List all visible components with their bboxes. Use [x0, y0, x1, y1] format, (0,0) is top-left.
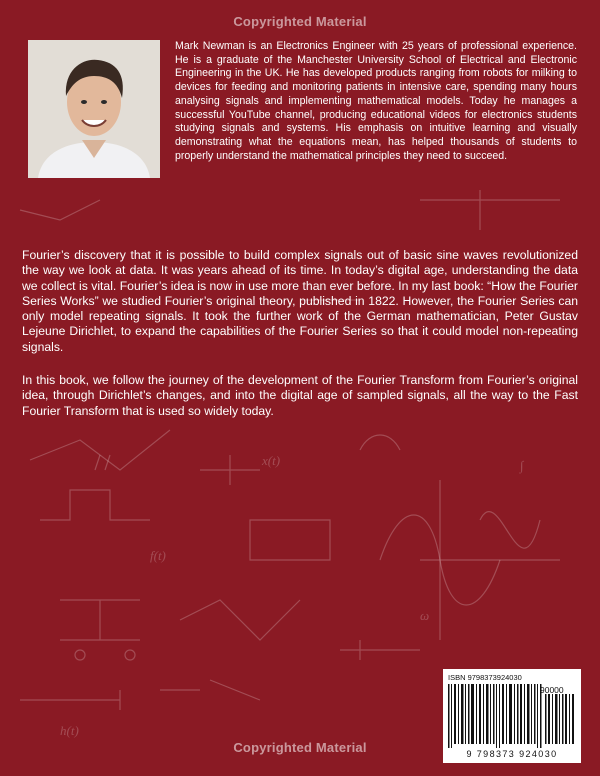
svg-text:f(t): f(t): [150, 548, 166, 563]
watermark-top: Copyrighted Material: [233, 14, 367, 29]
svg-text:ω: ω: [420, 608, 430, 623]
isbn-label: ISBN 9798373924030: [448, 673, 522, 682]
description-paragraph-1: Fourier’s discovery that it is possible to build complex signals out of basic sine waves revolutionized the way we look at data. It was years ahead of its time. In today’s digital age, understanding the data we collect is vital. Fourier’s idea is now in use more than ever before. In my last book: “How the Fourier Series Works” we studied Fourier’s original theory, published in 1822. However, the Fourier Series can only model repeating signals. It took the further work of the German mathematician, Peter Gustav Lejeune Dirichlet, to expand the capabilities of the Fourier Series so that it could model non-repeating signals.: [22, 248, 578, 354]
author-photo: [28, 40, 160, 178]
price-code: 90000: [540, 685, 564, 695]
description-paragraph-2: In this book, we follow the journey of the development of the Fourier Transform from Fourier’s original idea, through Dirichlet’s changes, and into the digital age of sampled signals, all the way to the Fast Fourier Transform that is used so widely today.: [22, 373, 578, 418]
author-bio: Mark Newman is an Electronics Engineer with 25 years of professional experience. He is a graduate of the Manchester University School of Electrical and Electronic Engineering in the UK. He has developed products ranging from robots for milking to devices for feeding and monitoring patients in intensive care, spending many hours analysing signals and implementing mathematical models. Today he manages a successful YouTube channel, producing educational videos for electronics students studying signals and systems. His emphasis on intuitive learning and visually demonstrating what the equations mean, has helped thousands of students to properly understand the mathematical principles they need to succeed.: [175, 40, 577, 162]
svg-text:∫: ∫: [520, 458, 524, 473]
barcode-digits: 9 798373 924030: [466, 749, 558, 759]
svg-text:x(t): x(t): [262, 453, 281, 468]
watermark-bottom: Copyrighted Material: [233, 740, 367, 755]
svg-text:h(t): h(t): [60, 723, 79, 738]
